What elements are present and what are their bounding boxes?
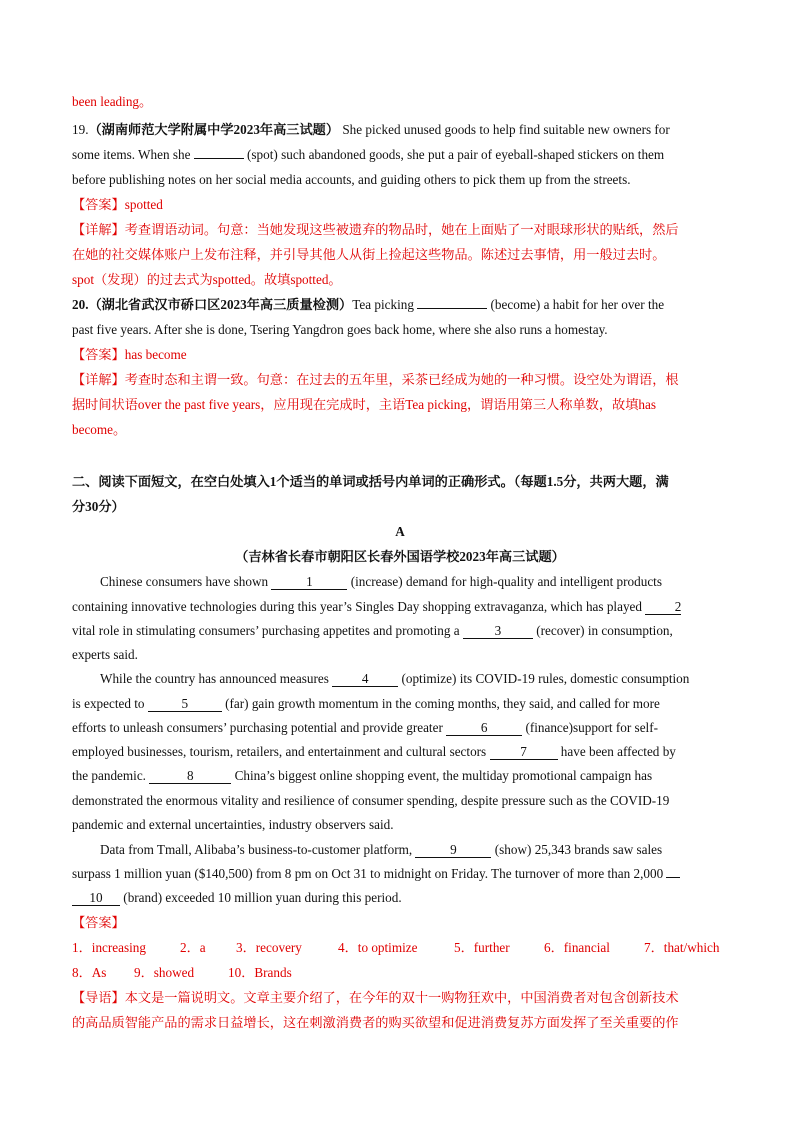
answer-item: 2．a bbox=[180, 940, 206, 955]
p2-text: the pandemic. bbox=[72, 768, 146, 783]
q20-blank bbox=[417, 308, 487, 309]
p1-text: (recover) in consumption, bbox=[536, 623, 673, 638]
blank-6: 6 bbox=[446, 721, 522, 736]
answer-item: 7．that/which bbox=[644, 940, 720, 955]
q20-detail2: 据时间状语over the past five years，应用现在完成时，主语Tea picking，谓语用第三人称单数，故填has bbox=[72, 397, 657, 412]
blank-3: 3 bbox=[463, 624, 533, 639]
q18-tail: been leading。 bbox=[72, 94, 153, 109]
q19-line2 bbox=[72, 146, 728, 164]
p3-text: surpass 1 million yuan ($140,500) from 8 pm on Oct 31 to midnight on Friday. The turnover of more than 2,000 bbox=[72, 866, 664, 881]
guide-line1 bbox=[72, 989, 728, 1007]
section2-heading-line1: 二、阅读下面短文，在空白处填入1个适当的单词或括号内单词的正确形式。（每题1.5分，共两大题，满 bbox=[72, 474, 669, 489]
passage-p2-line2 bbox=[72, 695, 728, 713]
passage-p1-line4: experts said. bbox=[72, 647, 138, 662]
passage-p1-line2 bbox=[72, 598, 728, 616]
p2-text: (optimize) its COVID-19 rules, domestic consumption bbox=[401, 671, 690, 686]
p2-text: (far) gain growth momentum in the coming months, they said, and called for more bbox=[225, 696, 660, 711]
passage-p2-line5 bbox=[72, 767, 728, 785]
blank-7: 7 bbox=[490, 745, 558, 760]
p2-text: employed businesses, tourism, retailers, and entertainment and cultural sectors bbox=[72, 744, 487, 759]
p2-text: have been affected by bbox=[560, 744, 676, 759]
answer-label: 【答案】 bbox=[72, 347, 125, 362]
q20-text1a: Tea picking bbox=[352, 297, 414, 312]
q19-text2a: some items. When she bbox=[72, 147, 191, 162]
section2-heading-line2: 分30分） bbox=[72, 499, 125, 514]
part-label: A bbox=[395, 524, 405, 539]
passage-p1-line1 bbox=[100, 573, 728, 591]
passage-p2-line1 bbox=[100, 670, 728, 688]
answer-item: 6．financial bbox=[544, 940, 610, 955]
q20-detail-text1: 考查时态和主谓一致。句意：在过去的五年里，采茶已经成为她的一种习惯。设空处为谓语，根 bbox=[124, 372, 679, 387]
guide-label: 【导语】 bbox=[72, 990, 125, 1005]
q19-detail2: 在她的社交媒体账户上发布注释，并引导其他人从街上捡起这些物品。陈述过去事情，用一般过去时。 bbox=[72, 247, 666, 262]
blank-1: 1 bbox=[271, 575, 347, 590]
q20-answer-value: has become bbox=[124, 347, 187, 362]
blank-10-start bbox=[666, 877, 680, 878]
p3-text: (show) 25,343 brands saw sales bbox=[494, 842, 663, 857]
p2-text: (finance)support for self- bbox=[525, 720, 658, 735]
q20-detail1 bbox=[72, 371, 728, 389]
p2-text: is expected to bbox=[72, 696, 145, 711]
passage-p2-line3 bbox=[72, 719, 728, 737]
detail-label: 【详解】 bbox=[72, 372, 125, 387]
q20-line1 bbox=[72, 296, 728, 314]
q19-detail3: spot（发现）的过去式为spotted。故填spotted。 bbox=[72, 272, 342, 287]
blank-10: 10 bbox=[72, 891, 120, 906]
answers-row2 bbox=[72, 964, 728, 982]
p1-text: containing innovative technologies during this year’s Singles Day shopping extravaganza, which has played bbox=[72, 599, 642, 614]
blank-2: 2 bbox=[645, 600, 681, 615]
passage-p2-line7: pandemic and external uncertainties, industry observers said. bbox=[72, 817, 394, 832]
q20-line2: past five years. After she is done, Tsering Yangdron goes back home, where she also runs a homestay. bbox=[72, 322, 608, 337]
q19-number: 19. bbox=[72, 122, 89, 137]
p3-text: (brand) exceeded 10 million yuan during this period. bbox=[123, 890, 402, 905]
answer-label: 【答案】 bbox=[72, 197, 125, 212]
q20-number: 20. bbox=[72, 297, 89, 312]
q20-detail3: become。 bbox=[72, 422, 127, 437]
answer-item: 4．to optimize bbox=[338, 940, 418, 955]
answer-item: 8．As bbox=[72, 965, 107, 980]
q19-detail-text1: 考查谓语动词。句意：当她发现这些被遗弃的物品时，她在上面贴了一对眼球形状的贴纸，然后 bbox=[124, 222, 679, 237]
guide-line2: 的高品质智能产品的需求日益增长，这在刺激消费者的购买欲望和促进消费复苏方面发挥了至关重要的作 bbox=[72, 1015, 679, 1030]
q19-line3: before publishing notes on her social media accounts, and guiding others to pick them up from the streets. bbox=[72, 172, 631, 187]
passage-p3-line1 bbox=[100, 841, 728, 859]
q20-source: （湖北省武汉市硚口区2023年高三质量检测） bbox=[88, 297, 353, 312]
answer-item: 5．further bbox=[454, 940, 510, 955]
p3-text: Data from Tmall, Alibaba’s business-to-customer platform, bbox=[100, 842, 413, 857]
passage-p2-line4 bbox=[72, 743, 728, 761]
q19-blank bbox=[194, 158, 244, 159]
passage-p3-line2 bbox=[72, 865, 728, 883]
answers-label: 【答案】 bbox=[72, 915, 125, 930]
guide-text1: 本文是一篇说明文。文章主要介绍了，在今年的双十一购物狂欢中，中国消费者对包含创新技术 bbox=[124, 990, 679, 1005]
answer-item: 10．Brands bbox=[228, 965, 292, 980]
q19-line1 bbox=[72, 121, 728, 139]
q19-answer bbox=[72, 196, 728, 214]
blank-5: 5 bbox=[148, 697, 222, 712]
p1-text: Chinese consumers have shown bbox=[100, 574, 269, 589]
q19-source: （湖南师范大学附属中学2023年高三试题） bbox=[88, 122, 340, 137]
q19-answer-value: spotted bbox=[124, 197, 163, 212]
passage-p2-line6: demonstrated the enormous vitality and resilience of consumer spending, despite pressure such as the COVID-19 bbox=[72, 793, 670, 808]
passage-p3-line3 bbox=[72, 889, 728, 907]
answer-item: 3．recovery bbox=[236, 940, 302, 955]
answers-row1 bbox=[72, 939, 728, 957]
passage-source: （吉林省长春市朝阳区长春外国语学校2023年高三试题） bbox=[235, 549, 565, 564]
blank-9: 9 bbox=[415, 843, 491, 858]
q20-text1b: (become) a habit for her over the bbox=[490, 297, 665, 312]
p2-text: China’s biggest online shopping event, the multiday promotional campaign has bbox=[234, 768, 653, 783]
q19-text2b: (spot) such abandoned goods, she put a pair of eyeball-shaped stickers on them bbox=[247, 147, 665, 162]
answer-item: 9．showed bbox=[134, 965, 195, 980]
p1-text: vital role in stimulating consumers’ purchasing appetites and promoting a bbox=[72, 623, 460, 638]
blank-8: 8 bbox=[149, 769, 231, 784]
q19-detail1 bbox=[72, 221, 728, 239]
q20-answer bbox=[72, 346, 728, 364]
detail-label: 【详解】 bbox=[72, 222, 125, 237]
blank-4: 4 bbox=[332, 672, 398, 687]
p2-text: efforts to unleash consumers’ purchasing potential and provide greater bbox=[72, 720, 443, 735]
p2-text: While the country has announced measures bbox=[100, 671, 329, 686]
answer-item: 1．increasing bbox=[72, 940, 146, 955]
q19-text1: She picked unused goods to help find suitable new owners for bbox=[342, 122, 670, 137]
passage-p1-line3 bbox=[72, 622, 728, 640]
p1-text: (increase) demand for high-quality and intelligent products bbox=[350, 574, 662, 589]
